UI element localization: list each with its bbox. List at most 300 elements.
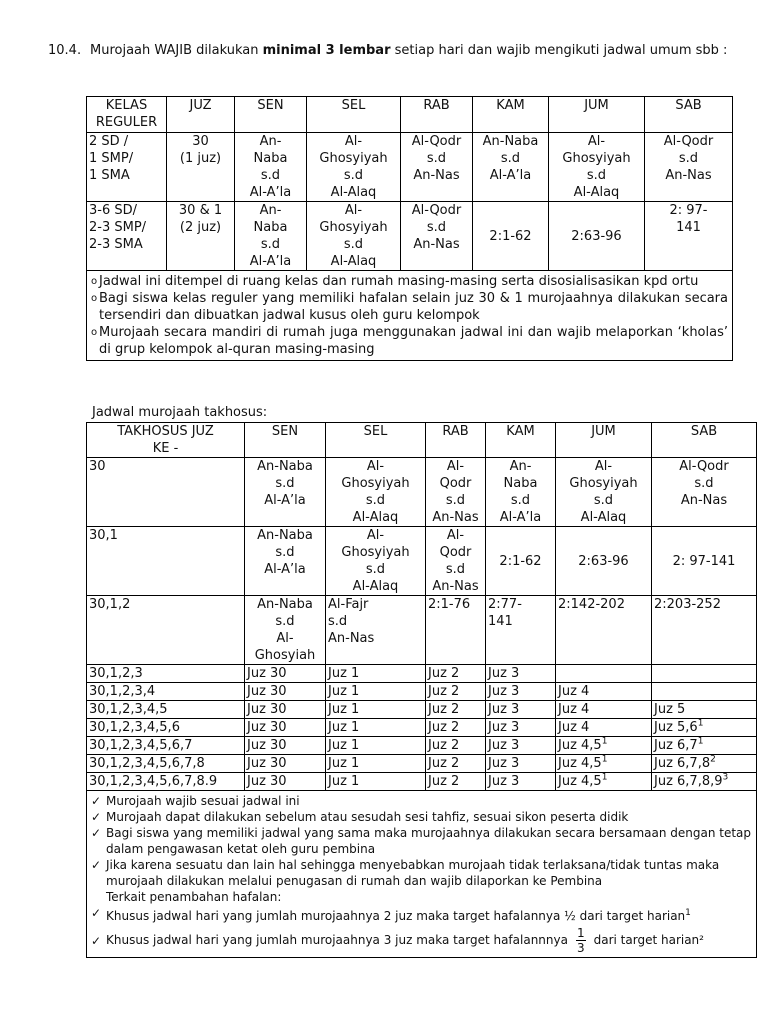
- table-row: [87, 133, 733, 202]
- cell-juz: [167, 133, 235, 202]
- cell-sab: [652, 719, 757, 737]
- cell-juz: [87, 719, 245, 737]
- cell-line: Al-A’la: [499, 510, 542, 525]
- header-jum: JUM: [556, 423, 652, 458]
- table-row: [87, 773, 757, 791]
- cell-sen: [245, 527, 326, 596]
- cell-kam: [486, 773, 556, 791]
- cell-line: 1 SMP/: [89, 151, 134, 166]
- note-text: Jadwal ini ditempel di ruang kelas dan rumah masing-masing serta disosialisasikan kpd ortu: [99, 274, 699, 289]
- cell-line: 30 & 1: [178, 203, 223, 218]
- cell-line: Al-: [446, 459, 465, 474]
- cell-line: 1 SMA: [89, 168, 130, 183]
- cell-sel: [326, 665, 426, 683]
- note-text: Bagi siswa yang memiliki jadwal yang sama maka murojaahnya dilakukan secara bersamaan dengan tetap dalam pengawasan ketat oleh guru pembina: [106, 826, 752, 856]
- footnote-marker: 3: [722, 772, 729, 783]
- cell-text: Juz 5: [654, 702, 686, 717]
- cell-line: An-Naba: [257, 528, 313, 543]
- cell-kam: [486, 458, 556, 527]
- cell-line: s.d: [275, 545, 295, 560]
- footnote-marker: 1: [601, 736, 608, 747]
- cell-line: 2: 97-: [669, 203, 708, 218]
- cell-sel: [307, 202, 401, 271]
- cell-line: Al-: [366, 528, 385, 543]
- cell-kam: [486, 755, 556, 773]
- intro-text-start: Murojaah WAJIB dilakukan: [90, 43, 263, 58]
- cell-text: Juz 1: [328, 684, 360, 699]
- cell-juz: [87, 683, 245, 701]
- cell-line: s.d: [500, 151, 521, 166]
- cell-line: s.d: [343, 168, 364, 183]
- check-mark-icon: ✓: [91, 858, 102, 872]
- table-row: [87, 665, 757, 683]
- cell-sen: [245, 665, 326, 683]
- cell-line: 2-3 SMP/: [89, 220, 147, 235]
- cell-rab: [426, 458, 486, 527]
- cell-line: Ghosyiyah: [319, 151, 388, 166]
- header-jum: JUM: [549, 97, 645, 133]
- cell-line: Naba: [253, 220, 288, 235]
- cell-line: An-Naba: [257, 597, 313, 612]
- section-number: 10.4.: [48, 43, 82, 58]
- cell-line: Al-A’la: [249, 185, 292, 200]
- cell-line: Al-Qodr: [411, 134, 462, 149]
- cell-line: An-Naba: [482, 134, 539, 149]
- header-juz: JUZ: [167, 97, 235, 133]
- cell-sel: [326, 719, 426, 737]
- check-mark-icon: ✓: [91, 906, 102, 920]
- cell-sel: [326, 755, 426, 773]
- cell-text: 30,1,2,3,4,5,6,7,8: [89, 756, 205, 771]
- cell-line: An-Nas: [432, 510, 479, 525]
- cell-line: 2-3 SMA: [89, 237, 143, 252]
- cell-sel: [326, 701, 426, 719]
- cell-sab: [645, 202, 733, 271]
- cell-jum: [556, 665, 652, 683]
- cell-text: Juz 4,5: [558, 738, 602, 753]
- cell-sel: [326, 737, 426, 755]
- header-sel: SEL: [326, 423, 426, 458]
- header-kam: KAM: [473, 97, 549, 133]
- cell-line: Al-Qodr: [679, 459, 729, 474]
- cell-rab: [401, 202, 473, 271]
- cell-text: Juz 3: [488, 738, 520, 753]
- cell-sen: [245, 755, 326, 773]
- cell-text: Juz 2: [428, 756, 460, 771]
- note-item: [91, 273, 728, 290]
- cell-kelas: [87, 202, 167, 271]
- cell-line: Ghosyiyah: [341, 476, 410, 491]
- fraction-one-third: [576, 926, 586, 955]
- cell-sab: [652, 665, 757, 683]
- cell-line: Ghosyiah: [254, 648, 316, 663]
- cell-juz: [87, 665, 245, 683]
- cell-line: s.d: [275, 476, 295, 491]
- cell-rab: [426, 701, 486, 719]
- cell-line: An-Naba: [257, 459, 313, 474]
- cell-line: s.d: [343, 237, 364, 252]
- cell-line: Al-: [446, 528, 465, 543]
- table-row: [87, 755, 757, 773]
- cell-line: An-: [259, 134, 282, 149]
- note-plain: Terkait penambahan hafalan:: [106, 890, 282, 904]
- cell-text: Juz 30: [247, 756, 287, 771]
- cell-text: Juz 1: [328, 756, 360, 771]
- cell-text: Juz 3: [488, 756, 520, 771]
- cell-jum: [556, 719, 652, 737]
- cell-text: Juz 1: [328, 738, 360, 753]
- cell-line: Al-A’la: [264, 562, 306, 577]
- header-takhosus-juz: TAKHOSUS JUZ KE -: [87, 423, 245, 458]
- cell-text: Juz 1: [328, 702, 360, 717]
- check-mark-icon: ✓: [91, 933, 102, 948]
- cell-text: Juz 5,6: [654, 720, 698, 735]
- cell-line: Qodr: [439, 476, 472, 491]
- cell-line: Ghosyiyah: [341, 545, 410, 560]
- note-item: [91, 809, 752, 825]
- cell-text: Juz 3: [488, 684, 520, 699]
- cell-sel: [326, 458, 426, 527]
- cell-line: (1 juz): [179, 151, 222, 166]
- cell-line: An-Nas: [665, 168, 712, 183]
- cell-rab: [426, 527, 486, 596]
- cell-line: s.d: [445, 493, 466, 508]
- note-third-post: dari target harian²: [593, 933, 704, 947]
- cell-sen: [245, 737, 326, 755]
- header-kelas: KELAS REGULER: [87, 97, 167, 133]
- cell-text: Juz 2: [428, 702, 460, 717]
- cell-line: Al-Qodr: [411, 203, 462, 218]
- cell-kam: [486, 701, 556, 719]
- cell-sen: [245, 458, 326, 527]
- cell-rab: [426, 755, 486, 773]
- cell-line: Al-: [594, 459, 613, 474]
- cell-sab: [652, 458, 757, 527]
- header-sab: SAB: [652, 423, 757, 458]
- cell-rab: [426, 737, 486, 755]
- section-intro-text: [90, 42, 735, 59]
- cell-text: Juz 30: [247, 774, 287, 789]
- cell-line: 2:77-: [488, 597, 522, 612]
- cell-juz: [167, 202, 235, 271]
- cell-jum: [556, 755, 652, 773]
- cell-line: Al-Alaq: [352, 579, 399, 594]
- header-sen: SEN: [245, 423, 326, 458]
- cell-line: s.d: [275, 614, 295, 629]
- cell-line: Al-A’la: [489, 168, 532, 183]
- cell-jum: [556, 737, 652, 755]
- cell-text: Juz 4: [558, 720, 590, 735]
- takhosus-schedule-notes: [87, 791, 757, 958]
- table-row: [87, 596, 757, 665]
- cell-line: Al-: [366, 459, 385, 474]
- cell-line: Ghosyiyah: [562, 151, 631, 166]
- footnote-marker: 2: [710, 754, 716, 765]
- cell-sen: [235, 133, 307, 202]
- fraction-numerator: 1: [576, 926, 585, 940]
- cell-jum: [556, 458, 652, 527]
- note-item: [91, 793, 752, 809]
- cell-line: s.d: [678, 151, 699, 166]
- cell-sel: [326, 773, 426, 791]
- regular-schedule-table: [86, 96, 733, 361]
- hollow-circle-bullet-icon: o: [91, 276, 98, 287]
- cell-line: An-Nas: [432, 579, 479, 594]
- header-rab: RAB: [426, 423, 486, 458]
- check-mark-icon: ✓: [91, 810, 102, 824]
- header-rab: RAB: [401, 97, 473, 133]
- cell-jum: 2:142-202: [556, 596, 652, 665]
- cell-line: Al-A’la: [249, 254, 292, 269]
- check-mark-icon: ✓: [91, 794, 102, 808]
- table-row: [87, 701, 757, 719]
- cell-line: 2 SD /: [89, 134, 129, 149]
- cell-line: s.d: [593, 493, 614, 508]
- header-sen: SEN: [235, 97, 307, 133]
- cell-line: s.d: [426, 151, 447, 166]
- cell-text: Juz 2: [428, 720, 460, 735]
- cell-text: 30,1,2,3,4,5,6,7,8.9: [89, 774, 218, 789]
- regular-schedule-notes: [87, 271, 733, 361]
- cell-text: Juz 6,7,8,9: [654, 774, 723, 789]
- cell-line: An-Nas: [328, 631, 375, 646]
- takhosus-caption: Jadwal murojaah takhosus:: [92, 405, 268, 420]
- table-header-row: [87, 97, 733, 133]
- table-header-row: [87, 423, 757, 458]
- note-text: Bagi siswa kelas reguler yang memiliki hafalan selain juz 30 & 1 murojaahnya dilakukan secara tersendiri dan dibuatkan jadwal kusus oleh guru kelompok: [99, 291, 728, 323]
- cell-line: 3-6 SD/: [89, 203, 138, 218]
- cell-line: Al-: [344, 203, 363, 218]
- cell-rab: [426, 773, 486, 791]
- table-row: [87, 683, 757, 701]
- cell-line: Ghosyiyah: [319, 220, 388, 235]
- cell-text: Juz 4: [558, 702, 590, 717]
- cell-kam: [486, 665, 556, 683]
- cell-line: Ghosyiyah: [569, 476, 638, 491]
- footnote-marker: 1: [601, 754, 608, 765]
- cell-text: 30,1,2,3,4,5,6: [89, 720, 180, 735]
- cell-sab: [652, 737, 757, 755]
- cell-jum: 2:63-96: [549, 202, 645, 271]
- cell-text: Juz 4,5: [558, 756, 602, 771]
- cell-kam: [486, 596, 556, 665]
- note-text: Murojaah secara mandiri di rumah juga menggunakan jadwal ini dan wajib melaporkan ‘kholas’ di grup kelompok al-quran masing-masing: [99, 325, 728, 357]
- cell-line: s.d: [328, 614, 348, 629]
- cell-kam: [486, 719, 556, 737]
- cell-juz: [87, 737, 245, 755]
- header-kam: KAM: [486, 423, 556, 458]
- cell-line: s.d: [365, 493, 386, 508]
- cell-juz: 30,1: [87, 527, 245, 596]
- note-text: Jika karena sesuatu dan lain hal sehingga menyebabkan murojaah tidak terlaksana/tidak tuntas maka murojaah dilakukan melalui penugasan di rumah dan wajib dilaporkan ke Pembina: [106, 858, 720, 888]
- cell-kam: 2:1-62: [473, 202, 549, 271]
- cell-sel: [326, 683, 426, 701]
- cell-kam: 2:1-62: [486, 527, 556, 596]
- cell-juz: [87, 701, 245, 719]
- cell-line: Al-: [276, 631, 294, 646]
- cell-rab: [426, 665, 486, 683]
- footnote-marker: 1: [601, 772, 608, 783]
- cell-kam: [486, 683, 556, 701]
- cell-line: An-Nas: [680, 493, 728, 508]
- cell-line: An-: [509, 459, 532, 474]
- cell-line: s.d: [510, 493, 531, 508]
- cell-text: Juz 3: [488, 702, 520, 717]
- cell-line: (2 juz): [179, 220, 222, 235]
- cell-line: Al-Alaq: [580, 510, 627, 525]
- cell-sab: 2:203-252: [652, 596, 757, 665]
- intro-text-end: setiap hari dan wajib mengikuti jadwal umum sbb :: [390, 43, 728, 58]
- hollow-circle-bullet-icon: o: [91, 327, 98, 338]
- cell-line: Al-A’la: [264, 493, 306, 508]
- note-text: Murojaah dapat dilakukan sebelum atau sesudah sesi tahfiz, sesuai sikon peserta didik: [106, 810, 629, 824]
- cell-sel: [326, 596, 426, 665]
- cell-line: s.d: [694, 476, 714, 491]
- cell-sab: [652, 773, 757, 791]
- cell-rab: [401, 133, 473, 202]
- cell-line: An-: [259, 203, 282, 218]
- cell-text: Juz 3: [488, 666, 520, 681]
- cell-jum: [556, 701, 652, 719]
- table-row: [87, 202, 733, 271]
- cell-line: Al-: [587, 134, 606, 149]
- cell-text: 30,1,2,3,4,5,6,7: [89, 738, 193, 753]
- table-notes-row: [87, 271, 733, 361]
- note-text: Khusus jadwal hari yang jumlah murojaahnya 2 juz maka target hafalannya ½ dari target harian$^1$: [106, 908, 691, 923]
- cell-text: Juz 2: [428, 684, 460, 699]
- fraction-denominator: 3: [576, 941, 585, 955]
- cell-text: Juz 6,7: [654, 738, 698, 753]
- cell-text: Juz 30: [247, 738, 287, 753]
- table-row: [87, 458, 757, 527]
- cell-juz: [87, 755, 245, 773]
- cell-line: Al-: [344, 134, 363, 149]
- cell-text: Juz 4,5: [558, 774, 602, 789]
- cell-sel: [326, 527, 426, 596]
- cell-text: 30,1,2,3: [89, 666, 143, 681]
- cell-text: Juz 30: [247, 702, 287, 717]
- cell-line: Naba: [503, 476, 538, 491]
- cell-text: 30,1,2,3,4: [89, 684, 156, 699]
- cell-rab: 2:1-76: [426, 596, 486, 665]
- note-third-pre: Khusus jadwal hari yang jumlah murojaahnya 3 juz maka target hafalannnya: [106, 933, 568, 947]
- cell-sen: [245, 683, 326, 701]
- cell-sen: [245, 719, 326, 737]
- cell-line: 141: [676, 220, 701, 235]
- cell-line: Naba: [253, 151, 288, 166]
- cell-line: s.d: [260, 237, 281, 252]
- cell-rab: [426, 719, 486, 737]
- cell-text: Juz 1: [328, 720, 360, 735]
- header-sab: SAB: [645, 97, 733, 133]
- cell-sab: [645, 133, 733, 202]
- takhosus-schedule-table: [86, 422, 757, 958]
- cell-sab: [652, 701, 757, 719]
- cell-kelas: [87, 133, 167, 202]
- cell-line: Al-Alaq: [352, 510, 399, 525]
- cell-sen: [245, 596, 326, 665]
- cell-sen: [245, 773, 326, 791]
- cell-line: s.d: [586, 168, 607, 183]
- cell-sab: 2: 97-141: [652, 527, 757, 596]
- cell-text: Juz 2: [428, 738, 460, 753]
- cell-text: Juz 30: [247, 666, 287, 681]
- cell-text: 30,1,2,3,4,5: [89, 702, 168, 717]
- cell-line: 30: [192, 134, 209, 149]
- cell-line: s.d: [365, 562, 386, 577]
- note-item: [91, 290, 728, 324]
- cell-text: Juz 4: [558, 684, 590, 699]
- cell-sen: [245, 701, 326, 719]
- cell-sab: [652, 683, 757, 701]
- cell-jum: [556, 683, 652, 701]
- cell-line: s.d: [260, 168, 281, 183]
- cell-line: Al-Alaq: [330, 185, 377, 200]
- cell-rab: [426, 683, 486, 701]
- cell-line: Al-Alaq: [573, 185, 620, 200]
- header-sel: SEL: [307, 97, 401, 133]
- cell-line: Qodr: [439, 545, 472, 560]
- cell-kam: [486, 737, 556, 755]
- check-mark-icon: ✓: [91, 826, 102, 840]
- cell-line: An-Nas: [413, 237, 460, 252]
- hollow-circle-bullet-icon: o: [91, 293, 98, 304]
- note-text: Murojaah wajib sesuai jadwal ini: [106, 794, 300, 808]
- cell-line: 141: [488, 614, 513, 629]
- cell-text: Juz 3: [488, 720, 520, 735]
- note-item: [91, 857, 752, 889]
- table-row: [87, 737, 757, 755]
- cell-jum: [556, 773, 652, 791]
- cell-text: Juz 2: [428, 666, 460, 681]
- cell-juz: 30: [87, 458, 245, 527]
- cell-juz: 30,1,2: [87, 596, 245, 665]
- cell-line: s.d: [426, 220, 447, 235]
- note-item: [91, 825, 752, 857]
- cell-text: Juz 2: [428, 774, 460, 789]
- cell-jum: 2:63-96: [556, 527, 652, 596]
- cell-sen: [235, 202, 307, 271]
- cell-kam: [473, 133, 549, 202]
- footnote-marker: 1: [697, 718, 704, 729]
- cell-juz: [87, 773, 245, 791]
- cell-text: Juz 30: [247, 720, 287, 735]
- footnote-marker: 1: [697, 736, 704, 747]
- note-text: [106, 926, 704, 955]
- cell-text: Juz 6,7,8: [654, 756, 711, 771]
- cell-line: s.d: [445, 562, 466, 577]
- cell-text: Juz 3: [488, 774, 520, 789]
- footnote-marker: 1: [685, 908, 691, 918]
- cell-text: Juz 30: [247, 684, 287, 699]
- table-row: [87, 527, 757, 596]
- cell-text: Juz 1: [328, 774, 360, 789]
- cell-line: Al-Alaq: [330, 254, 377, 269]
- cell-line: Al-Fajr: [328, 597, 369, 612]
- intro-text-bold: minimal 3 lembar: [262, 43, 391, 58]
- note-item: [91, 905, 752, 924]
- cell-line: An-Nas: [413, 168, 460, 183]
- cell-jum: [549, 133, 645, 202]
- note-item: [91, 926, 752, 955]
- cell-sel: [307, 133, 401, 202]
- cell-line: Al-Qodr: [663, 134, 714, 149]
- cell-sab: [652, 755, 757, 773]
- table-notes-row: [87, 791, 757, 958]
- table-row: [87, 719, 757, 737]
- note-item: [91, 324, 728, 358]
- cell-text: Juz 1: [328, 666, 360, 681]
